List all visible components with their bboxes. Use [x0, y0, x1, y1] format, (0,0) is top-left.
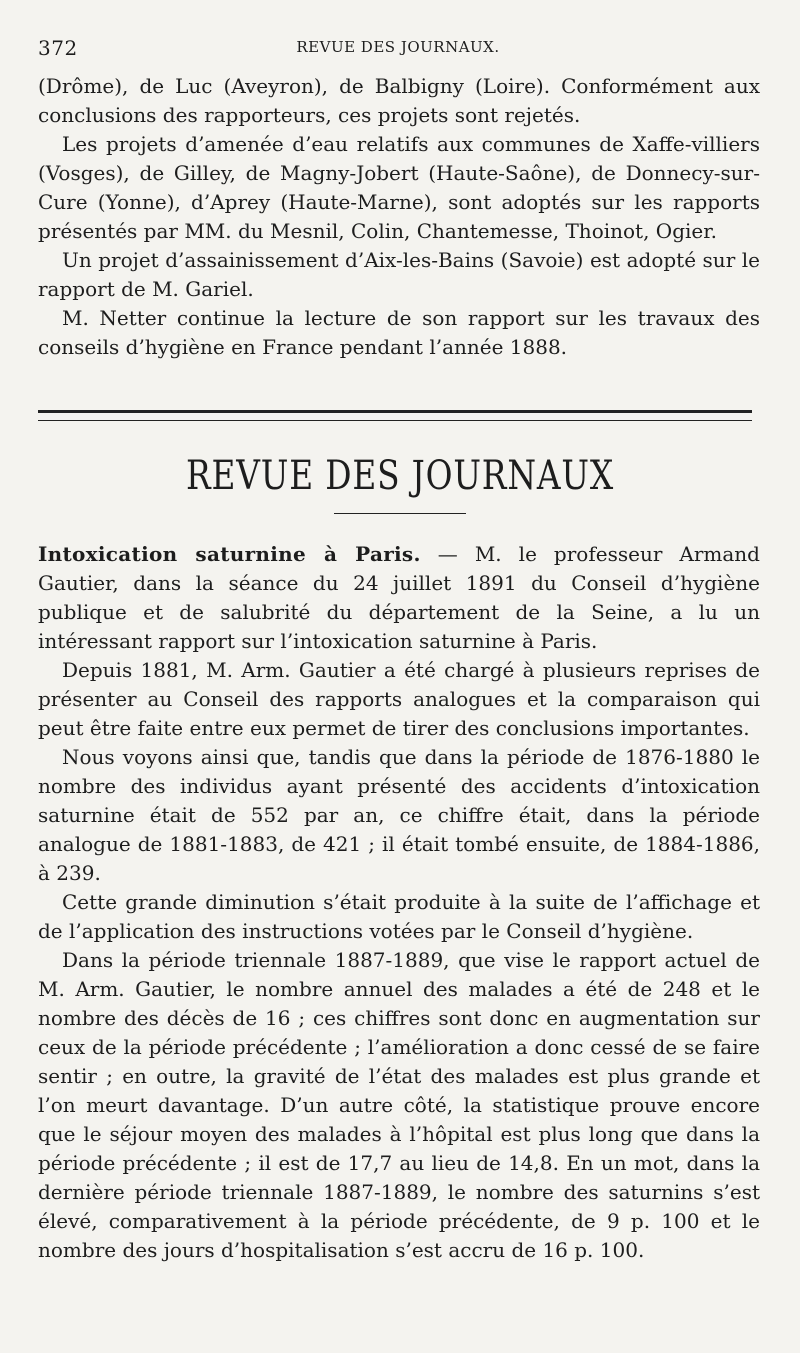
article-text-block [38, 540, 760, 1265]
running-title: REVUE DES JOURNAUX. [296, 38, 500, 56]
short-rule-divider [334, 513, 466, 514]
paragraph: Cette grande diminution s’était produite à la suite de l’affichage et de l’application des instructions votées par le Conseil d’hygiène. [38, 890, 760, 943]
paragraph: Un projet d’assainissement d’Aix-les-Bains (Savoie) est adopté sur le rapport de M. Gariel. [38, 248, 760, 301]
top-text-block [38, 72, 760, 362]
running-head [38, 34, 758, 58]
double-rule-divider [38, 410, 752, 421]
article-lead-text: — M. le professeur Armand Gautier, dans la séance du 24 juillet 1891 du Conseil d’hygiène publique et de salubrité du département de la Seine, a lu un intéressant rapport sur l’intoxication saturnine à Paris. [38, 542, 760, 653]
paragraph: M. Netter continue la lecture de son rapport sur les travaux des conseils d’hygiène en France pendant l’année 1888. [38, 306, 760, 359]
paragraph: Nous voyons ainsi que, tandis que dans la période de 1876-1880 le nombre des individus ayant présenté des accidents d’intoxication saturnine était de 552 par an, ce chiffre était, dans la période analogue de 1881-1883, de 421 ; il était tombé ensuite, de 1884-1886, à 239. [38, 745, 760, 885]
paragraph: (Drôme), de Luc (Aveyron), de Balbigny (Loire). Conformément aux conclusions des rapporteurs, ces projets sont rejetés. [38, 74, 760, 127]
lead-paragraph [38, 540, 760, 656]
section-title: REVUE DES JOURNAUX [185, 453, 614, 499]
article-lead-title: Intoxication saturnine à Paris. [38, 542, 421, 566]
page-number: 372 [38, 36, 78, 60]
paragraph: Les projets d’amenée d’eau relatifs aux communes de Xaffe-villiers (Vosges), de Gilley, de Magny-Jobert (Haute-Saône), de Donnecy-sur-Cure (Yonne), d’Aprey (Haute-Marne), sont adoptés sur les rapports présentés par MM. du Mesnil, Colin, Chantemesse, Thoinot, Ogier. [38, 132, 760, 243]
paragraph: Dans la période triennale 1887-1889, que vise le rapport actuel de M. Arm. Gautier, le nombre annuel des malades a été de 248 et le nombre des décès de 16 ; ces chiffres sont donc en augmentation sur ceux de la période précédente ; l’amélioration a donc cessé de se faire sentir ; en outre, la gravité de l’état des malades est plus grande et l’on meurt davantage. D’un autre côté, la statistique prouve encore que le séjour moyen des malades à l’hôpital est plus long que dans la période précédente ; il est de 17,7 au lieu de 14,8. En un mot, dans la dernière période triennale 1887-1889, le nombre des saturnins s’est élevé, comparativement à la période précédente, de 9 p. 100 et le nombre des jours d’hospitalisation s’est accru de 16 p. 100. [38, 948, 760, 1262]
paragraph: Depuis 1881, M. Arm. Gautier a été chargé à plusieurs reprises de présenter au Conseil des rapports analogues et la comparaison qui peut être faite entre eux permet de tirer des conclusions importantes. [38, 658, 760, 740]
